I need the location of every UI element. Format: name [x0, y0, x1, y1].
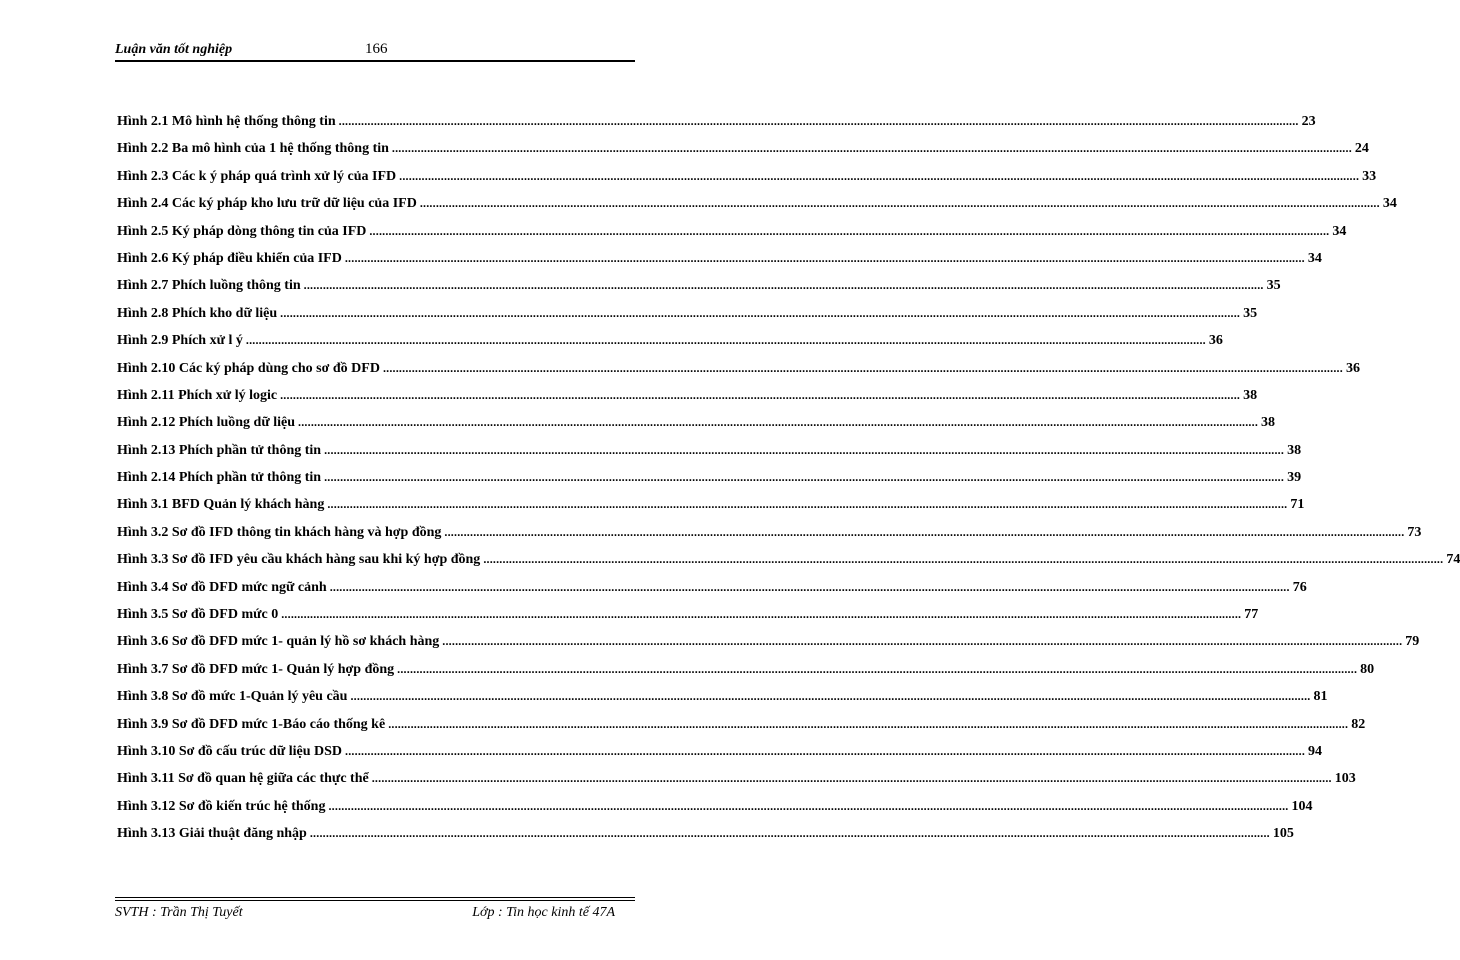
toc-entry-page: 38: [1243, 387, 1258, 403]
dot-leader: ............................................................................................................................................................................................................................................................................................................: [483, 552, 1444, 567]
toc-entry-page: 94: [1308, 743, 1323, 759]
toc-entry-label: Hình 3.1 BFD Quản lý khách hàng: [117, 497, 325, 513]
toc-entry-label: Hình 3.6 Sơ đồ DFD mức 1- quản lý hồ sơ khách hàng: [117, 634, 440, 650]
toc-entry: [117, 442, 1302, 470]
toc-entry: [117, 387, 1258, 415]
footer-author: SVTH : Trần Thị Tuyết: [115, 905, 243, 920]
toc-entry-page: 80: [1360, 661, 1375, 677]
dot-leader: ............................................................................................................................................................................................................................................................................................................: [245, 333, 1206, 348]
toc-entry-label: Hình 2.3 Các k ý pháp quá trình xử lý của IFD: [117, 168, 397, 184]
toc-entry-label: Hình 2.13 Phích phần tử thông tin: [117, 442, 322, 458]
toc-entry-label: Hình 2.10 Các ký pháp dùng cho sơ đồ DFD: [117, 360, 380, 376]
toc-entry-page: 36: [1345, 360, 1360, 376]
toc-entry: [117, 223, 1347, 251]
toc-entry: [117, 634, 1420, 661]
toc-entry-label: Hình 2.1 Mô hình hệ thống thông tin: [117, 114, 336, 129]
toc-entry: [117, 333, 1223, 360]
toc-entry-page: 24: [1354, 141, 1369, 157]
dot-leader: ............................................................................................................................................................................................................................................................................................................: [369, 223, 1330, 238]
toc-entry-label: Hình 2.12 Phích luồng dữ liệu: [117, 415, 296, 431]
dot-leader: ............................................................................................................................................................................................................................................................................................................: [309, 826, 1270, 841]
toc-entry-label: Hình 3.3 Sơ đồ IFD yêu cầu khách hàng sau khi ký hợp đồng: [117, 552, 481, 568]
toc-entry: [117, 305, 1258, 333]
toc-entry-label: Hình 3.5 Sơ đồ DFD mức 0: [117, 607, 279, 623]
dot-leader: ............................................................................................................................................................................................................................................................................................................: [328, 798, 1289, 813]
toc-entry: [117, 771, 1356, 798]
dot-leader: ............................................................................................................................................................................................................................................................................................................: [371, 771, 1332, 786]
toc-entry-label: Hình 3.10 Sơ đồ cấu trúc dữ liệu DSD: [117, 743, 343, 759]
toc-entry-page: 33: [1362, 168, 1377, 184]
toc-entry: [117, 607, 1259, 634]
toc-entry-page: 104: [1291, 798, 1313, 814]
toc-entry-label: Hình 2.9 Phích xử l ý: [117, 333, 243, 349]
toc-entry-page: 74: [1446, 552, 1460, 568]
toc-entry-label: Hình 3.13 Giải thuật đăng nhập: [117, 826, 307, 842]
toc-entry-label: Hình 3.8 Sơ đồ mức 1-Quản lý yêu cầu: [117, 689, 348, 705]
page-header: [115, 40, 635, 62]
document-title: Luận văn tốt nghiệp: [115, 42, 233, 57]
dot-leader: ............................................................................................................................................................................................................................................................................................................: [345, 743, 1306, 758]
toc-entry-page: 82: [1351, 716, 1366, 732]
toc-entry-label: Hình 2.8 Phích kho dữ liệu: [117, 305, 278, 321]
dot-leader: ............................................................................................................................................................................................................................................................................................................: [344, 250, 1305, 265]
dot-leader: ............................................................................................................................................................................................................................................................................................................: [419, 196, 1380, 211]
toc-entry-page: 73: [1407, 524, 1422, 540]
toc-entry-page: 36: [1208, 333, 1223, 349]
toc-entry: [117, 826, 1294, 853]
toc-entry: [117, 114, 1316, 141]
footer-rule-double: [115, 900, 635, 901]
dot-leader: ............................................................................................................................................................................................................................................................................................................: [298, 415, 1259, 430]
toc-entry: [117, 196, 1397, 223]
toc-entry-page: 34: [1307, 250, 1322, 266]
dot-leader: ............................................................................................................................................................................................................................................................................................................: [280, 305, 1241, 320]
toc-entry: [117, 798, 1313, 826]
toc-entry-label: Hình 3.12 Sơ đồ kiến trúc hệ thống: [117, 798, 326, 814]
toc-entry-page: 103: [1334, 771, 1356, 787]
dot-leader: ............................................................................................................................................................................................................................................................................................................: [442, 634, 1403, 649]
dot-leader: ............................................................................................................................................................................................................................................................................................................: [399, 168, 1360, 183]
dot-leader: ............................................................................................................................................................................................................................................................................................................: [350, 689, 1311, 704]
toc-entry-label: Hình 2.2 Ba mô hình của 1 hệ thống thông tin: [117, 141, 389, 157]
toc-entry: [117, 689, 1328, 716]
toc-entry-page: 105: [1272, 826, 1294, 842]
dot-leader: ............................................................................................................................................................................................................................................................................................................: [388, 716, 1349, 731]
toc-entry-page: 35: [1266, 278, 1281, 294]
dot-leader: ............................................................................................................................................................................................................................................................................................................: [391, 141, 1352, 156]
toc-entry-page: 35: [1243, 305, 1258, 321]
dot-leader: ............................................................................................................................................................................................................................................................................................................: [397, 661, 1358, 676]
toc-entry-label: Hình 2.5 Ký pháp dòng thông tin của IFD: [117, 223, 367, 239]
footer-class: Lớp : Tin học kinh tế 47A: [472, 905, 615, 920]
dot-leader: ............................................................................................................................................................................................................................................................................................................: [329, 579, 1290, 594]
toc-entry-label: Hình 2.4 Các ký pháp kho lưu trữ dữ liệu của IFD: [117, 196, 417, 212]
toc-entry-page: 77: [1244, 607, 1259, 623]
toc-entry: [117, 141, 1369, 168]
toc-entry: [117, 552, 1460, 579]
toc-entry-label: Hình 3.4 Sơ đồ DFD mức ngữ cảnh: [117, 579, 327, 595]
dot-leader: ............................................................................................................................................................................................................................................................................................................: [324, 470, 1285, 485]
toc-entry: [117, 360, 1360, 388]
toc-entry: [117, 470, 1302, 497]
toc-entry-page: 76: [1292, 579, 1307, 595]
header-rule: [115, 60, 635, 62]
toc-entry: [117, 524, 1422, 552]
toc-entry-page: 38: [1287, 442, 1302, 458]
toc-entry-page: 38: [1261, 415, 1276, 431]
dot-leader: ............................................................................................................................................................................................................................................................................................................: [303, 278, 1264, 293]
figure-list: [117, 114, 1460, 854]
dot-leader: ............................................................................................................................................................................................................................................................................................................: [338, 114, 1299, 128]
toc-entry-page: 79: [1405, 634, 1420, 650]
toc-entry: [117, 579, 1307, 607]
footer-rule: [115, 897, 635, 898]
toc-entry-page: 23: [1301, 114, 1316, 129]
page-number: 166: [365, 41, 388, 57]
toc-entry: [117, 278, 1281, 305]
toc-entry: [117, 716, 1366, 744]
toc-entry-page: 34: [1382, 196, 1397, 212]
dot-leader: ............................................................................................................................................................................................................................................................................................................: [382, 360, 1343, 375]
toc-entry-label: Hình 3.2 Sơ đồ IFD thông tin khách hàng và hợp đồng: [117, 524, 442, 540]
toc-entry-page: 34: [1332, 223, 1347, 239]
toc-entry-page: 81: [1313, 689, 1328, 705]
dot-leader: ............................................................................................................................................................................................................................................................................................................: [444, 524, 1405, 539]
toc-entry-page: 39: [1287, 470, 1302, 486]
toc-entry-label: Hình 3.9 Sơ đồ DFD mức 1-Báo cáo thống kê: [117, 716, 386, 732]
dot-leader: ............................................................................................................................................................................................................................................................................................................: [281, 607, 1242, 622]
toc-entry: [117, 168, 1377, 196]
toc-entry-label: Hình 3.11 Sơ đồ quan hệ giữa các thực thể: [117, 771, 369, 787]
toc-entry-page: 71: [1290, 497, 1305, 513]
toc-entry: [117, 661, 1375, 689]
page-footer: [115, 897, 635, 927]
toc-entry: [117, 250, 1322, 278]
toc-entry-label: Hình 2.11 Phích xử lý logic: [117, 387, 278, 403]
dot-leader: ............................................................................................................................................................................................................................................................................................................: [324, 442, 1285, 457]
toc-entry-label: Hình 2.14 Phích phần tử thông tin: [117, 470, 322, 486]
toc-entry-label: Hình 3.7 Sơ đồ DFD mức 1- Quản lý hợp đồng: [117, 661, 395, 677]
toc-entry: [117, 415, 1276, 442]
toc-entry: [117, 743, 1323, 771]
toc-entry-label: Hình 2.7 Phích luồng thông tin: [117, 278, 301, 294]
toc-entry: [117, 497, 1305, 524]
dot-leader: ............................................................................................................................................................................................................................................................................................................: [280, 387, 1241, 402]
toc-entry-label: Hình 2.6 Ký pháp điều khiển của IFD: [117, 250, 342, 266]
dot-leader: ............................................................................................................................................................................................................................................................................................................: [327, 497, 1288, 512]
